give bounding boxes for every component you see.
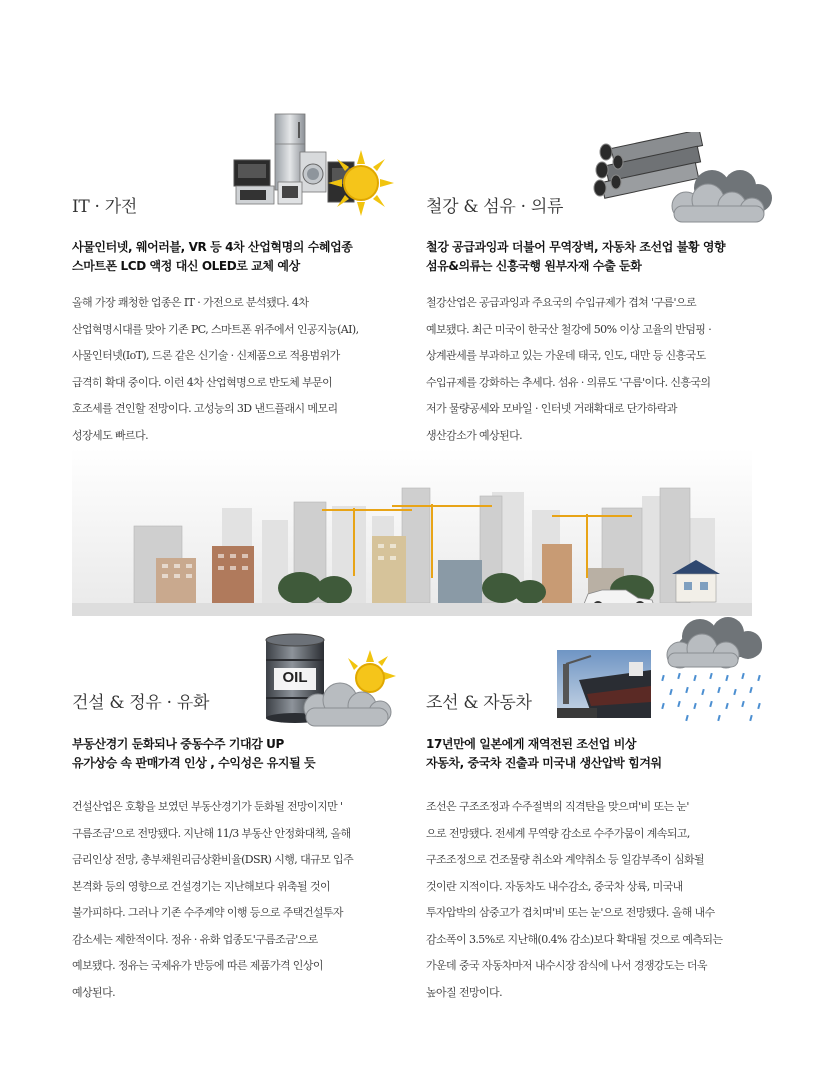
body-text-steel — [426, 290, 711, 449]
body-line: 산업혁명시대를 맞아 기존 PC, 스마트폰 위주에서 인공지능(AI), — [72, 322, 359, 336]
body-line: 성장세도 빠르다. — [72, 428, 148, 442]
body-line: 저가 물량공세와 모바일 · 인터넷 거래확대로 단가하락과 — [426, 402, 677, 415]
headline-line: 사물인터넷, 웨어러블, VR 등 4차 산업혁명의 수혜업종 — [72, 240, 353, 254]
body-text-construction — [72, 794, 353, 1006]
body-line: 금리인상 전망, 총부채원리금상환비율(DSR) 시행, 대규모 입주 — [72, 853, 354, 866]
body-line: 예상된다. — [72, 985, 116, 999]
headline-line: 부동산경기 둔화되나 중동수주 기대감 UP — [72, 737, 284, 751]
body-text-it — [72, 290, 358, 449]
body-line: 구조조정으로 건조물량 취소와 계약취소 등 일감부족이 심화될 — [426, 853, 705, 866]
body-line: 수입규제를 강화하는 추세다. 섬유 · 의류도 '구름'이다. 신흥국의 — [426, 375, 711, 389]
city-skyline-banner — [72, 448, 752, 616]
body-line: 철강산업은 공급과잉과 주요국의 수입규제가 겹쳐 '구름'으로 — [426, 296, 696, 309]
body-line: 높아질 전망이다. — [426, 985, 502, 999]
headline-line: 자동차, 중국차 진출과 미국내 생산압박 힘겨워 — [426, 756, 662, 770]
body-line: 불가피하다. 그러나 기존 수주계약 이행 등으로 주택건설투자 — [72, 906, 343, 919]
cloud-icon — [662, 166, 774, 228]
headline-line: 17년만에 일본에게 재역전된 조선업 비상 — [426, 737, 637, 751]
headline-line: 철강 공급과잉과 더불어 무역장벽, 자동차 조선업 불황 영향 — [426, 240, 726, 254]
headline-line: 섬유&의류는 신흥국행 원부자재 수출 둔화 — [426, 259, 642, 273]
headline-shipbuilding — [426, 735, 662, 773]
ship-photo — [557, 650, 651, 718]
body-line: 으로 전망됐다. 전세계 무역량 감소로 수주가뭄이 계속되고, — [426, 826, 690, 840]
body-line: 급격히 확대 중이다. 이런 4차 산업혁명으로 반도체 부문이 — [72, 375, 333, 389]
body-line: 조선은 구조조정과 수주절벽의 직격탄을 맞으며'비 또는 눈' — [426, 800, 689, 813]
section-title-construction: 건설 & 정유 · 유화 — [72, 693, 210, 713]
headline-it — [72, 238, 353, 276]
headline-line: 스마트폰 LCD 액정 대신 OLED로 교체 예상 — [72, 259, 300, 273]
body-line: 생산감소가 예상된다. — [426, 428, 523, 442]
body-line: 투자압박의 삼중고가 겹치며'비 또는 눈'으로 전망됐다. 올해 내수 — [426, 906, 715, 919]
body-line: 감소세는 제한적이다. 정유 · 유화 업종도'구름조금'으로 — [72, 932, 318, 946]
rain-cloud-icon — [650, 615, 768, 725]
sun-icon — [328, 150, 394, 216]
body-line: 예보됐다. 정유는 국제유가 반등에 따른 제품가격 인상이 — [72, 959, 323, 972]
body-line: 건설산업은 호황을 보였던 부동산경기가 둔화될 전망이지만 ' — [72, 800, 343, 813]
headline-steel — [426, 238, 725, 276]
headline-construction — [72, 735, 315, 773]
section-title-shipbuilding: 조선 & 자동차 — [426, 693, 532, 713]
body-text-shipbuilding — [426, 794, 722, 1006]
section-title-steel: 철강 & 섬유 · 의류 — [426, 197, 564, 217]
body-line: 감소폭이 3.5%로 지난해(0.4% 감소)보다 확대될 것으로 예측되는 — [426, 932, 723, 946]
sun-cloud-icon — [296, 650, 396, 736]
body-line: 구름조금'으로 전망됐다. 지난해 11/3 부동산 안정화대책, 올해 — [72, 826, 351, 840]
body-line: 사물인터넷(IoT), 드론 같은 신기술 · 신제품으로 적용범위가 — [72, 349, 340, 362]
body-line: 가운데 중국 자동차마저 내수시장 잠식에 나서 경쟁강도는 더욱 — [426, 959, 707, 972]
body-line: 예보됐다. 최근 미국이 한국산 철강에 50% 이상 고율의 반덤핑 · — [426, 322, 712, 336]
body-line: 올해 가장 쾌청한 업종은 IT · 가전으로 분석됐다. 4차 — [72, 296, 309, 309]
body-line: 본격화 등의 영향으로 건설경기는 지난해보다 위축될 것이 — [72, 879, 331, 893]
oil-label: OIL — [282, 669, 308, 686]
body-line: 상계관세를 부과하고 있는 가운데 태국, 인도, 대만 등 신흥국도 — [426, 349, 706, 362]
body-line: 것이란 지적이다. 자동차도 내수감소, 중국차 상륙, 미국내 — [426, 879, 683, 893]
section-title-it: IT · 가전 — [72, 197, 138, 217]
headline-line: 유가상승 속 판매가격 인상 , 수익성은 유지될 듯 — [72, 756, 316, 770]
body-line: 호조세를 견인할 전망이다. 고성능의 3D 낸드플래시 메모리 — [72, 402, 338, 415]
